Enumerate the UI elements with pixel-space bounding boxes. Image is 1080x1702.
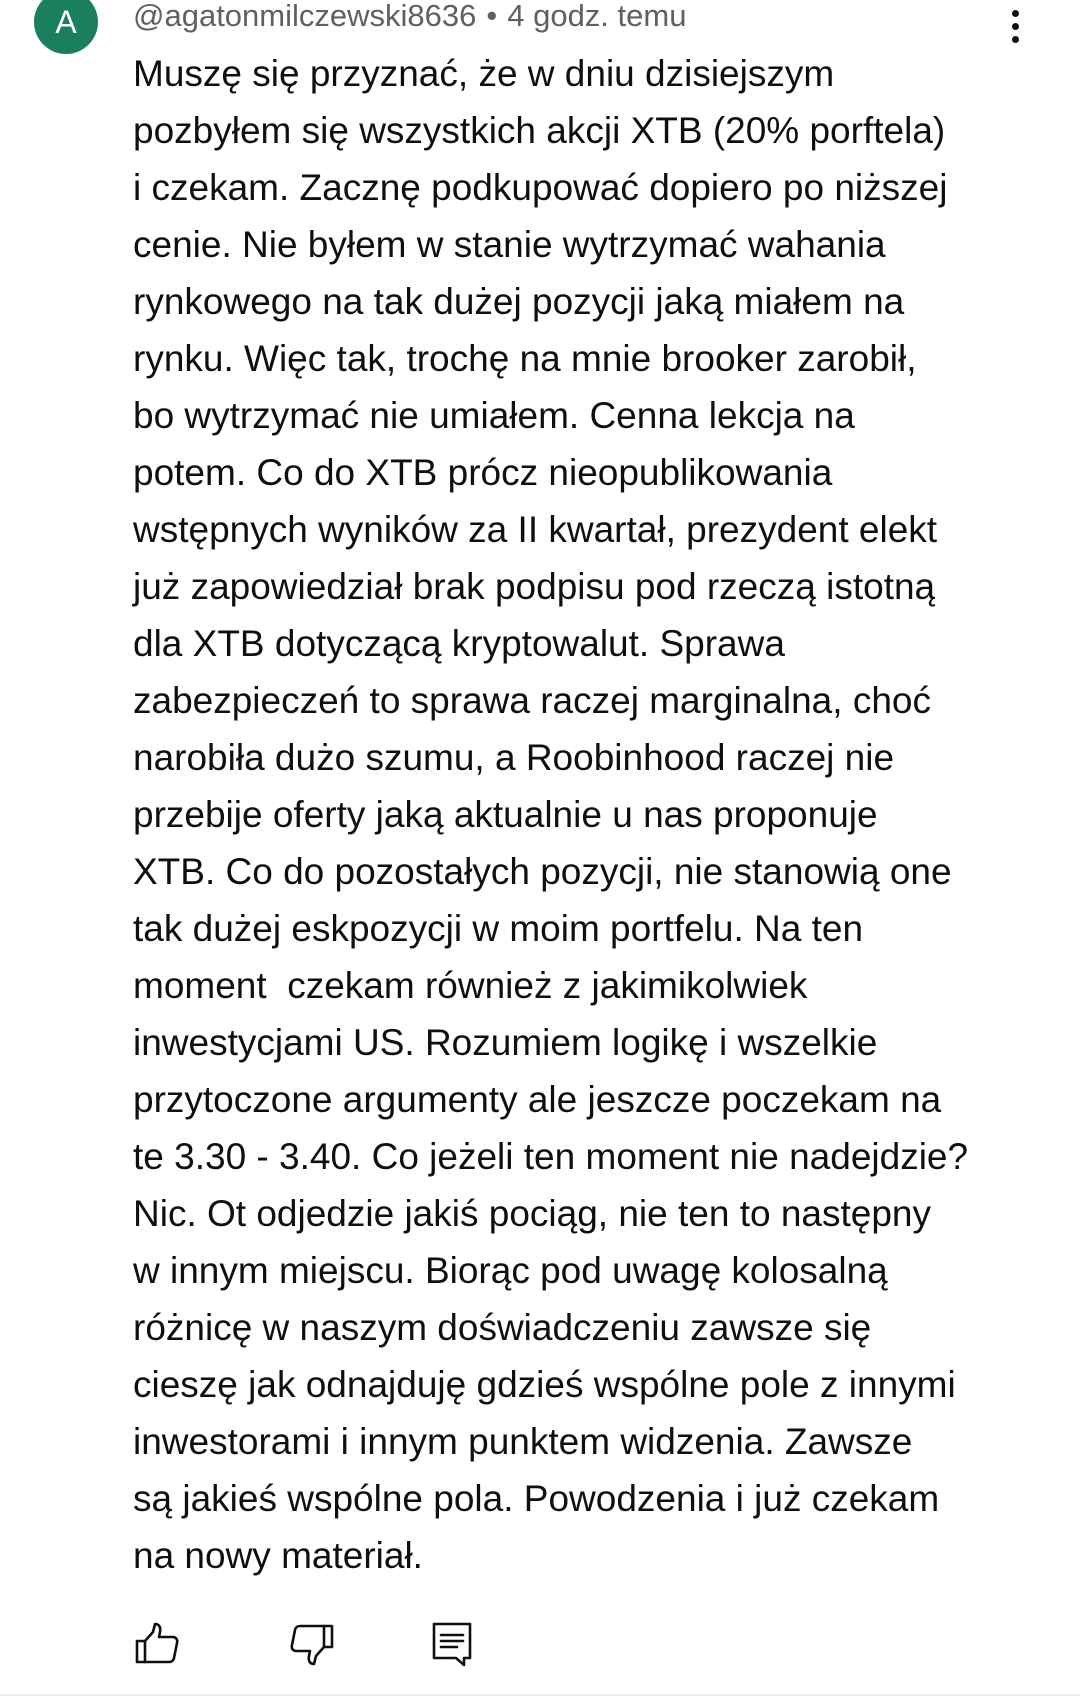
comment-timestamp[interactable]: 4 godz. temu [507, 0, 687, 33]
comment-header [133, 0, 686, 34]
menu-dot [1012, 23, 1019, 30]
reply-comment-icon [428, 1620, 476, 1668]
comment-text: Muszę się przyznać, że w dniu dzisiejszym pozbyłem się wszystkich akcji XTB (20% porftela) i czekam. Zacznę podkupować dopiero po niższej cenie. Nie byłem w stanie wytrzymać wahania rynkowego na tak dużej pozycji jaką miałem na rynku. Więc tak, trochę na mnie brooker zarobił, bo wytrzymać nie umiałem. Cenna lekcja na potem. Co do XTB prócz nieopublikowania wstępnych wyników za II kwartał, prezydent elekt już zapowiedział brak podpisu pod rzeczą istotną dla XTB dotyczącą kryptowalut. Sprawa zabezpieczeń to sprawa raczej marginalna, choć narobiła dużo szumu, a Roobinhood raczej nie przebije oferty jaką aktualnie u nas proponuje XTB. Co do pozostałych pozycji, nie stanowią one tak dużej eskpozycji w moim portfelu. Na ten moment czekam również z jakimikolwiek inwestycjami US. Rozumiem logikę i wszelkie przytoczone argumenty ale jeszcze poczekam na te 3.30 - 3.40. Co jeżeli ten moment nie nadejdzie? Nic. Ot odjedzie jakiś pociąg, nie ten to następny w innym miejscu. Biorąc pod uwagę kolosalną różnicę w naszym doświadczeniu zawsze się cieszę jak odnajduję gdzieś wspólne pole z innymi inwestorami i innym punktem widzenia. Zawsze są jakieś wspólne pola. Powodzenia i już czekam na nowy materiał. [133, 53, 969, 1576]
bottom-divider [0, 1694, 1080, 1696]
author-name[interactable]: @agatonmilczewski8636 [133, 0, 477, 33]
thumbs-up-icon [133, 1620, 181, 1668]
thumbs-down-icon [288, 1620, 336, 1668]
avatar[interactable]: A [34, 0, 98, 54]
meta-separator: • [486, 0, 498, 33]
dislike-button[interactable] [288, 1620, 336, 1668]
menu-dot [1012, 10, 1019, 17]
like-button[interactable] [133, 1620, 181, 1668]
menu-dot [1012, 36, 1019, 43]
more-options-icon[interactable] [995, 6, 1035, 46]
reply-button[interactable] [428, 1620, 476, 1668]
